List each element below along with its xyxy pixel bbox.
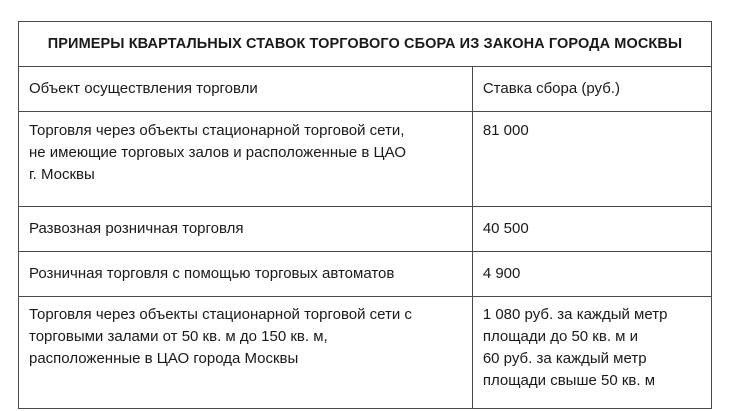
tax-rates-table: [18, 21, 712, 409]
row-object-cell: Торговля через объекты стационарной торговой сети с торговыми залами от 50 кв. м до 150 кв. м, расположенные в ЦАО города Москвы: [19, 297, 473, 409]
table-row: [19, 112, 712, 207]
table-row: [19, 207, 712, 252]
header-rate: Ставка сбора (руб.): [472, 67, 711, 112]
row-rate-cell: 1 080 руб. за каждый метр площади до 50 кв. м и 60 руб. за каждый метр площади свыше 50 кв. м: [472, 297, 711, 409]
table-row: [19, 297, 712, 409]
row-object-cell: Торговля через объекты стационарной торговой сети, не имеющие торговых залов и расположенные в ЦАО г. Москвы: [19, 112, 473, 207]
row-rate-cell: 4 900: [472, 252, 711, 297]
row-rate-cell: 81 000: [472, 112, 711, 207]
row-object-cell: Розничная торговля с помощью торговых автоматов: [19, 252, 473, 297]
header-row: [19, 67, 712, 112]
row-object-cell: Развозная розничная торговля: [19, 207, 473, 252]
table-title: ПРИМЕРЫ КВАРТАЛЬНЫХ СТАВОК ТОРГОВОГО СБОРА ИЗ ЗАКОНА ГОРОДА МОСКВЫ: [19, 22, 712, 67]
table-row: [19, 252, 712, 297]
title-row: [19, 22, 712, 67]
row-rate-cell: 40 500: [472, 207, 711, 252]
header-object: Объект осуществления торговли: [19, 67, 473, 112]
